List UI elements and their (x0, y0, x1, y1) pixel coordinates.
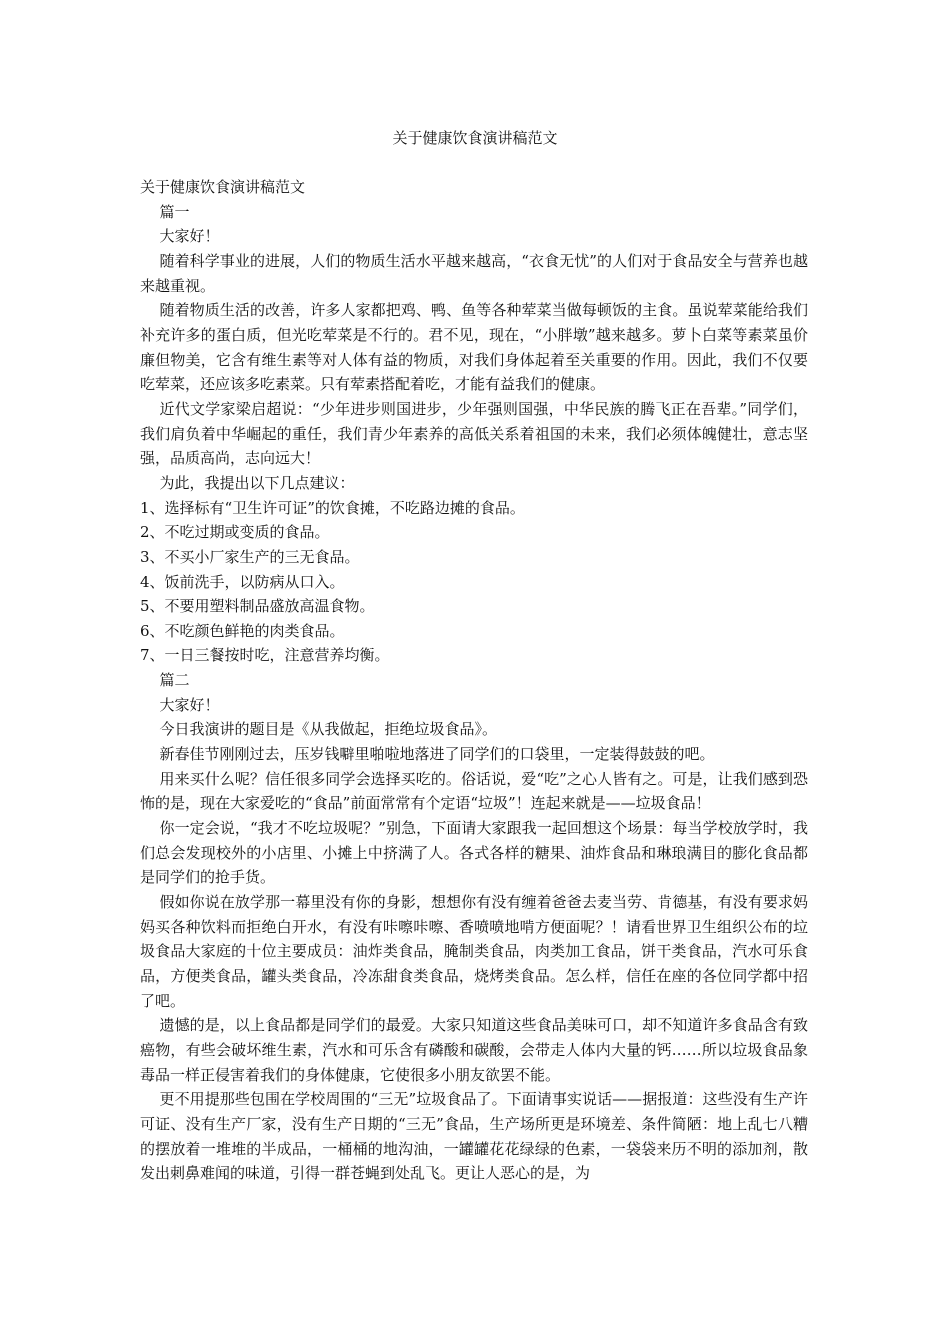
paragraph: 1、选择标有“卫生许可证”的饮食摊，不吃路边摊的食品。 (140, 498, 525, 517)
paragraph: 大家好！ (159, 695, 220, 714)
paragraph: 3、不买小厂家生产的三无食品。 (140, 547, 360, 566)
paragraph: 你一定会说，“我才不吃垃圾呢？”别急，下面请大家跟我一起回想这个场景：每当学校放学时，我们总会发现校外的小店里、小摊上中挤满了人。各式各样的糖果、油炸食品和琳琅满目的膨化食品都是同学们的抢手货。 (140, 819, 808, 887)
paragraph: 新春佳节刚刚过去，压岁钱噼里啪啦地落进了同学们的口袋里，一定装得鼓鼓的吧。 (159, 745, 715, 764)
paragraph: 7、一日三餐按时吃，注意营养均衡。 (140, 646, 390, 665)
paragraph: 遗憾的是，以上食品都是同学们的最爱。大家只知道这些食品美味可口，却不知道许多食品含有致癌物，有些会破坏维生素，汽水和可乐含有磷酸和碳酸，会带走人体内大量的钙……所以垃圾食品象毒品一样正侵害着我们的身体健康，它使很多小朋友欲罢不能。 (140, 1016, 808, 1084)
paragraph: 用来买什么呢？信任很多同学会选择买吃的。俗话说，爱“吃”之心人皆有之。可是，让我们感到恐怖的是，现在大家爱吃的“食品”前面常常有个定语“垃圾”！连起来就是——垃圾食品！ (140, 769, 808, 813)
paragraph: 6、不吃颜色鲜艳的肉类食品。 (140, 621, 345, 640)
paragraph: 更不用提那些包围在学校周围的“三无”垃圾食品了。下面请事实说话——据报道：这些没有生产许可证、没有生产厂家，没有生产日期的“三无”食品，生产场所更是环境差、条件简陋：地上乱七八糟的摆放着一堆堆的半成品，一桶桶的地沟油，一罐罐花花绿绿的色素，一袋袋来历不明的添加剂，散发出刺鼻难闻的味道，引得一群苍蝇到处乱飞。更让人恶心的是，为 (140, 1090, 808, 1183)
paragraph: 随着科学事业的进展，人们的物质生活水平越来越高，“衣食无忧”的人们对于食品安全与营养也越来越重视。 (140, 251, 808, 295)
paragraph: 关于健康饮食演讲稿范文 (140, 178, 306, 196)
paragraph: 今日我演讲的题目是《从我做起，拒绝垃圾食品》。 (159, 720, 498, 739)
document-body (140, 175, 808, 1186)
paragraph: 假如你说在放学那一幕里没有你的身影，想想你有没有缠着爸爸去麦当劳、肯德基，有没有要求妈妈买各种饮料而拒绝白开水，有没有咔嚓咔嚓、香喷喷地啃方便面呢？！请看世界卫生组织公布的垃圾食品大家庭的十位主要成员：油炸类食品，腌制类食品，肉类加工食品，饼干类食品，汽水可乐食品，方便类食品，罐头类食品，冷冻甜食类食品，烧烤类食品。怎么样，信任在座的各位同学都中招了吧。 (140, 893, 808, 1010)
paragraph: 大家好！ (159, 227, 220, 246)
document-title: 关于健康饮食演讲稿范文 (392, 129, 558, 147)
paragraph: 为此，我提出以下几点建议： (159, 473, 355, 492)
paragraph: 篇二 (159, 671, 190, 690)
paragraph: 4、饭前洗手，以防病从口入。 (140, 572, 345, 591)
paragraph: 2、不吃过期或变质的食品。 (140, 523, 330, 542)
paragraph: 随着物质生活的改善，许多人家都把鸡、鸭、鱼等各种荤菜当做每顿饭的主食。虽说荤菜能给我们补充许多的蛋白质，但光吃荤菜是不行的。君不见，现在，“小胖墩”越来越多。萝卜白菜等素菜虽价廉但物美，它含有维生素等对人体有益的物质，对我们身体起着至关重要的作用。因此，我们不仅要吃荤菜，还应该多吃素菜。只有荤素搭配着吃，才能有益我们的健康。 (140, 301, 808, 394)
paragraph: 近代文学家梁启超说：“少年进步则国进步，少年强则国强，中华民族的腾飞正在吾辈。”同学们，我们肩负着中华崛起的重任，我们青少年素养的高低关系着祖国的未来，我们必须体魄健壮，意志坚强，品质高尚，志向远大！ (140, 399, 808, 468)
paragraph: 篇一 (159, 202, 190, 221)
paragraph: 5、不要用塑料制品盛放高温食物。 (140, 597, 375, 616)
